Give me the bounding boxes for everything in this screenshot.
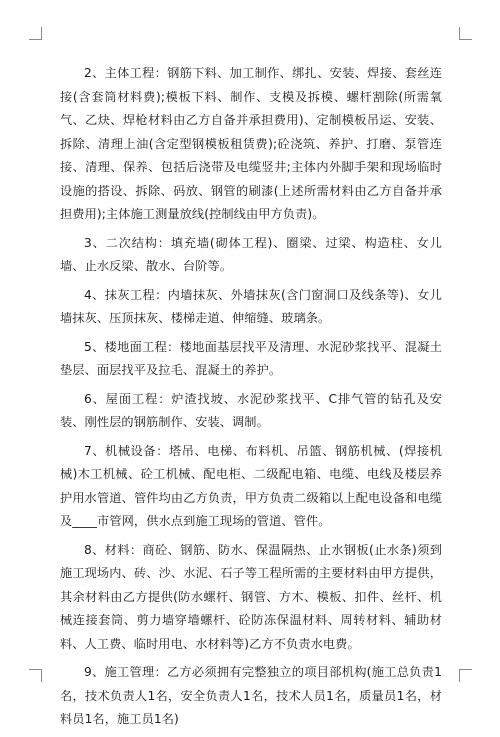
paragraph-roofing: 6、屋面工程：炉渣找坡、水泥砂浆找平、C排气管的钻孔及安装、刚性层的钢筋制作、安装、调制。 <box>60 391 442 429</box>
crop-mark-top-right <box>459 27 472 40</box>
paragraph-machinery: 7、机械设备：塔吊、电梯、布料机、吊篮、钢筋机械、(焊接机械)木工机械、砼工机械、配电柜、二级配电箱、电缆、电线及楼层养护用水管道、管件均由乙方负责，甲方负责二级箱以上配电设备和电缆及____市管网，供水点到施工现场的管道、管件。 <box>60 443 442 528</box>
crop-mark-bottom-right <box>459 669 472 682</box>
crop-mark-top-left <box>29 27 42 40</box>
paragraph-management: 9、施工管理：乙方必须拥有完整独立的项目部机构(施工总负责1名，技术负责人1名，安全负责人1名，技术人员1名，质量员1名，材料员1名，施工员1名) <box>60 665 442 726</box>
paragraph-main-works: 2、主体工程：钢筋下料、加工制作、绑扎、安装、焊接、套丝连接(含套筒材料费);模板下料、制作、支模及拆模、螺杆割除(所需氧气、乙炔、焊枪材料由乙方自备并承担费用)、定制模板吊运、安装、拆除、清理上油(含定型钢模板租赁费);砼浇筑、养护、打磨、泵管连接、清理、保养、包括后浇带及电缆竖井;主体内外脚手架和现场临时设施的搭设、拆除、码放、钢管的刷漆(上述所需材料由乙方自备并承担费用);主体施工测量放线(控制线由甲方负责)。 <box>60 66 442 221</box>
paragraph-plastering: 4、抹灰工程：内墙抹灰、外墙抹灰(含门窗洞口及线条等)、女儿墙抹灰、压顶抹灰、楼梯走道、伸缩缝、玻璃条。 <box>60 287 442 325</box>
document-body <box>60 62 442 737</box>
paragraph-flooring: 5、楼地面工程：楼地面基层找平及清理、水泥砂浆找平、混凝土垫层、面层找平及拉毛、混凝土的养护。 <box>60 339 442 377</box>
paragraph-secondary-structure: 3、二次结构：填充墙(砌体工程)、圈梁、过梁、构造柱、女儿墙、止水反梁、散水、台阶等。 <box>60 235 442 273</box>
paragraph-materials: 8、材料：商砼、钢筋、防水、保温隔热、止水钢板(止水条)须到施工现场内、砖、沙、水泥、石子等工程所需的主要材料由甲方提供，其余材料由乙方提供(防水螺杆、钢管、方木、模板、扣件、丝杆、机械连接套筒、剪力墙穿墙螺杆、砼防冻保温材料、周转材料、辅助材料、人工费、临时用电、水材料等)乙方不负责水电费。 <box>60 542 442 651</box>
crop-mark-bottom-left <box>29 669 42 682</box>
